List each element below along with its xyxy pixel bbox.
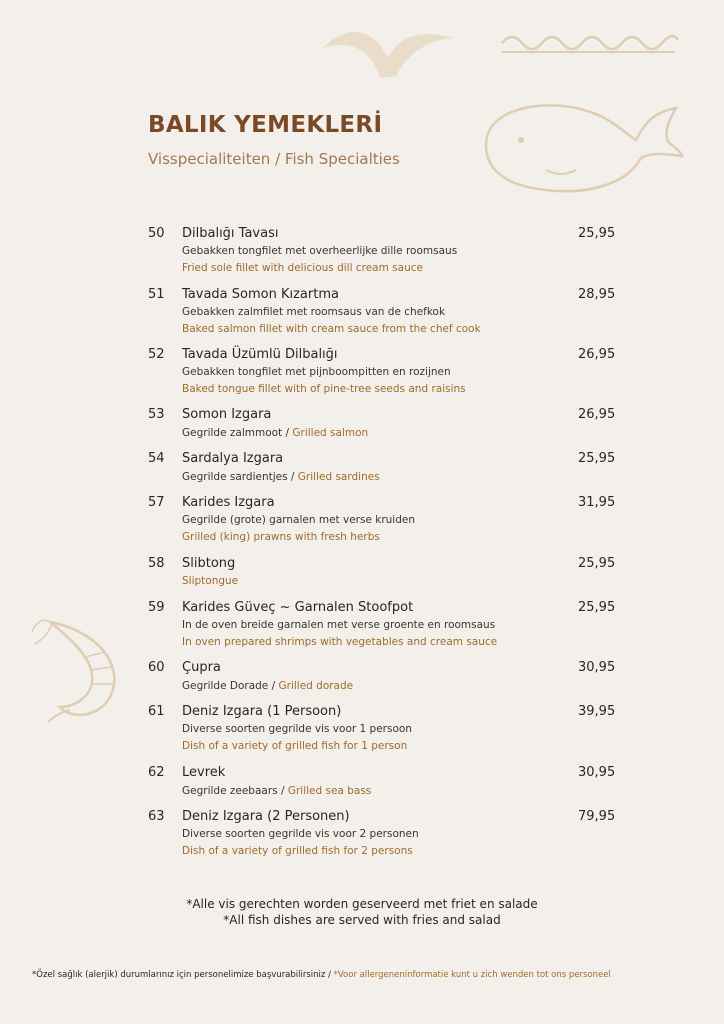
item-price: 30,95	[578, 765, 616, 780]
item-name: Karides Izgara	[182, 495, 275, 510]
item-number: 52	[148, 347, 165, 362]
item-description-nl: Gegrilde (grote) garnalen met verse kruiden	[182, 514, 415, 526]
item-price: 25,95	[578, 226, 616, 241]
item-name: Deniz Izgara (2 Personen)	[182, 809, 350, 824]
item-name: Somon Izgara	[182, 407, 272, 422]
allergen-footer	[32, 970, 611, 980]
item-price: 26,95	[578, 347, 616, 362]
item-description-en: Fried sole fillet with delicious dill cream sauce	[182, 262, 423, 274]
allergen-note-tr: *Özel sağlık (alerjik) durumlarınız için personelimize başvurabilirsiniz /	[32, 970, 334, 980]
item-name: Dilbalığı Tavası	[182, 226, 279, 241]
item-description-nl: Gegrilde Dorade /	[182, 680, 279, 692]
allergen-note-nl: *Voor allergeneninformatie kunt u zich wenden tot ons personeel	[333, 970, 611, 980]
page-title: BALIK YEMEKLERİ	[148, 112, 383, 138]
item-number: 61	[148, 704, 165, 719]
item-description-en: In oven prepared shrimps with vegetables and cream sauce	[182, 636, 498, 648]
item-price: 25,95	[578, 451, 616, 466]
item-price: 25,95	[578, 556, 616, 571]
item-price: 31,95	[578, 495, 616, 510]
item-price: 25,95	[578, 600, 616, 615]
item-description-nl: Gegrilde sardientjes /	[182, 471, 298, 483]
item-description-en: Baked tongue fillet with of pine-tree seeds and raisins	[182, 383, 466, 395]
item-description-en: Grilled sardines	[297, 471, 380, 483]
item-description-en: Grilled dorade	[278, 680, 354, 692]
item-price: 26,95	[578, 407, 616, 422]
item-price: 39,95	[578, 704, 616, 719]
item-description-nl: Gebakken tongfilet met pijnboompitten en rozijnen	[182, 366, 451, 378]
seagull-icon	[318, 18, 458, 88]
item-description	[182, 427, 368, 439]
item-name: Karides Güveç ~ Garnalen Stoofpot	[182, 600, 414, 615]
item-description	[182, 471, 380, 483]
item-description-nl: Diverse soorten gegrilde vis voor 1 persoon	[182, 723, 412, 735]
item-description-en: Grilled (king) prawns with fresh herbs	[182, 531, 380, 543]
item-name: Sardalya Izgara	[182, 451, 284, 466]
item-description-en: Baked salmon fillet with cream sauce from the chef cook	[182, 323, 481, 335]
item-number: 51	[148, 287, 165, 302]
item-description-nl: Gegrilde zeebaars /	[182, 785, 288, 797]
item-name: Tavada Somon Kızartma	[182, 287, 339, 302]
item-number: 60	[148, 660, 165, 675]
item-description-nl: Gebakken tongfilet met overheerlijke dille roomsaus	[182, 245, 458, 257]
item-description-en: Grilled salmon	[292, 427, 369, 439]
serving-note-nl: *Alle vis gerechten worden geserveerd met friet en salade	[186, 897, 538, 911]
item-description-en: Sliptongue	[182, 575, 239, 587]
waves-icon	[500, 28, 680, 58]
item-price: 79,95	[578, 809, 616, 824]
item-name: Levrek	[182, 765, 226, 780]
item-number: 50	[148, 226, 165, 241]
item-name: Çupra	[182, 660, 221, 675]
item-name: Slibtong	[182, 556, 236, 571]
shrimp-icon	[30, 612, 130, 724]
item-number: 53	[148, 407, 165, 422]
item-description-nl: Diverse soorten gegrilde vis voor 2 personen	[182, 828, 419, 840]
item-number: 59	[148, 600, 165, 615]
item-name: Tavada Üzümlü Dilbalığı	[182, 347, 338, 362]
item-description-en: Dish of a variety of grilled fish for 2 persons	[182, 845, 413, 857]
item-description-en: Dish of a variety of grilled fish for 1 person	[182, 740, 408, 752]
item-description-en: Grilled sea bass	[287, 785, 372, 797]
whale-icon	[476, 90, 686, 200]
serving-note-en: *All fish dishes are served with fries and salad	[223, 913, 501, 927]
item-number: 62	[148, 765, 165, 780]
item-name: Deniz Izgara (1 Persoon)	[182, 704, 342, 719]
item-number: 63	[148, 809, 165, 824]
item-number: 58	[148, 556, 165, 571]
item-number: 54	[148, 451, 165, 466]
item-description	[182, 785, 371, 797]
item-description-nl: In de oven breide garnalen met verse groente en roomsaus	[182, 619, 496, 631]
item-description-nl: Gegrilde zalmmoot /	[182, 427, 293, 439]
item-description-nl: Gebakken zalmfilet met roomsaus van de chefkok	[182, 306, 446, 318]
item-number: 57	[148, 495, 165, 510]
page-subtitle: Visspecialiteiten / Fish Specialties	[148, 150, 400, 168]
item-price: 30,95	[578, 660, 616, 675]
item-price: 28,95	[578, 287, 616, 302]
item-description	[182, 680, 353, 692]
